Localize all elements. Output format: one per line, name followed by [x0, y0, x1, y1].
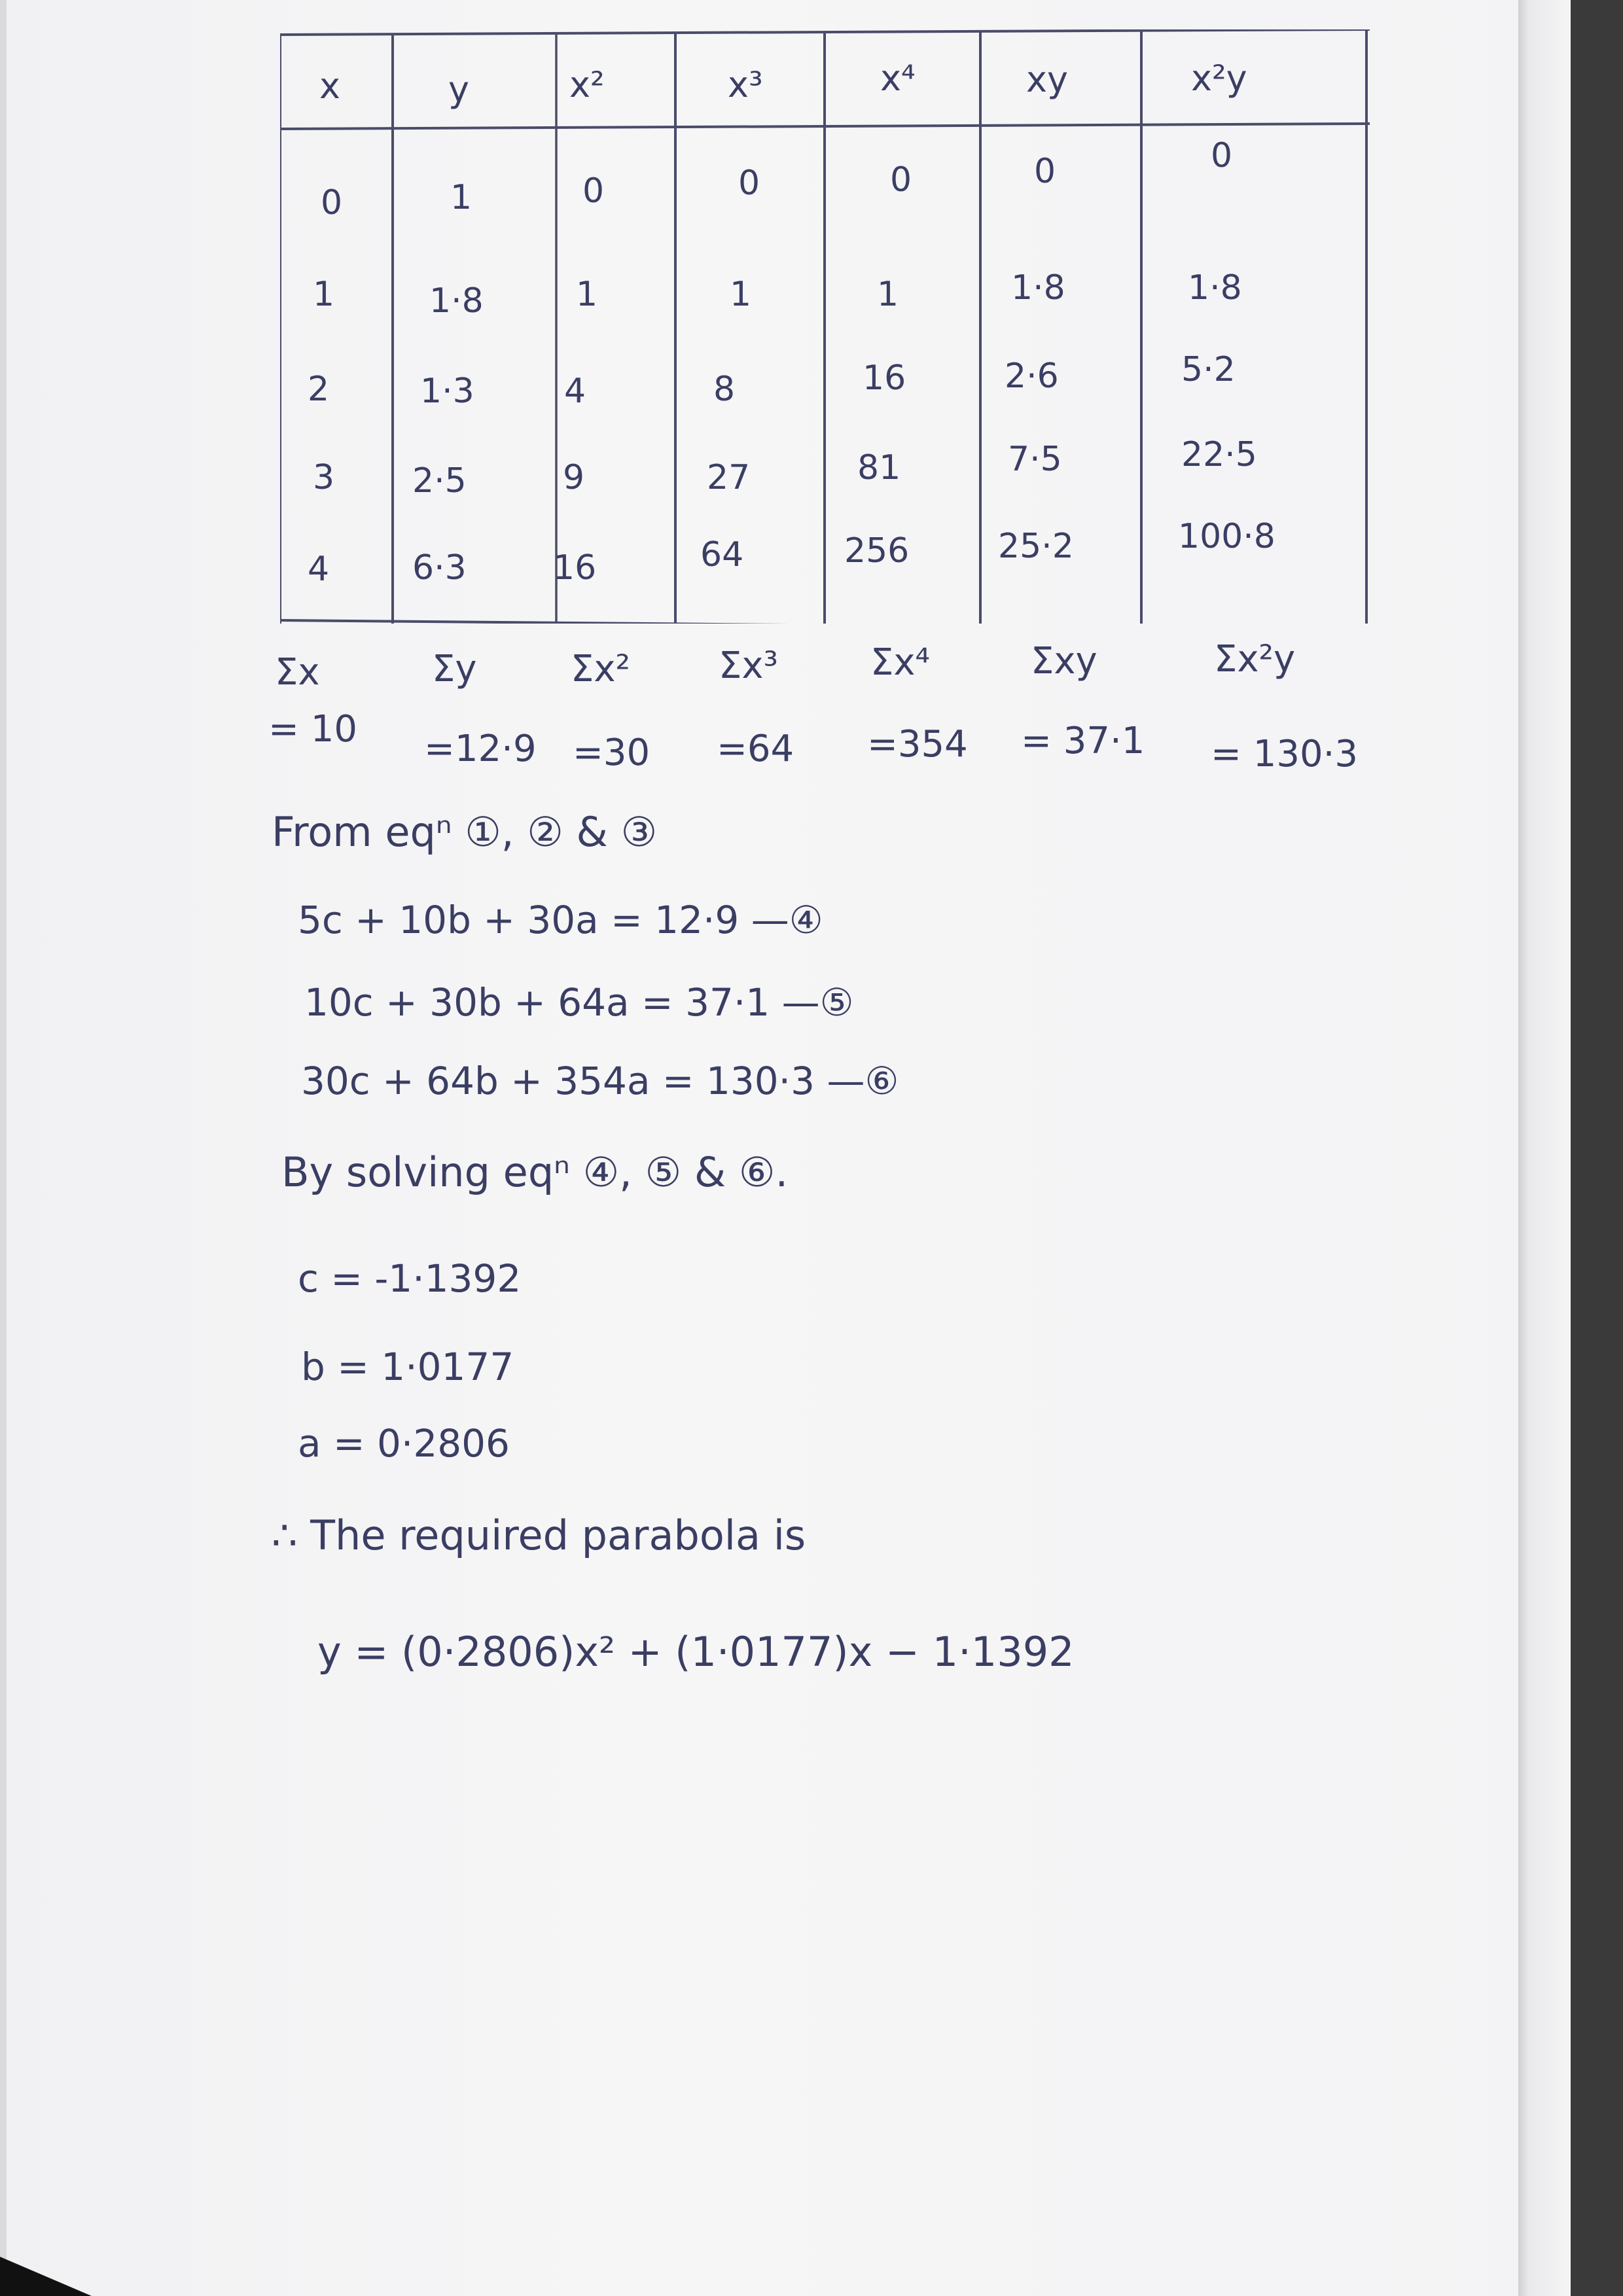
cell-r3-x4: 81	[857, 448, 901, 487]
sum-label-y: Σy	[432, 648, 477, 690]
final-parabola-equation: y = (0·2806)x² + (1·0177)x − 1·1392	[317, 1628, 1075, 1676]
cell-r2-x: 2	[308, 370, 330, 409]
cell-r3-x3: 27	[707, 458, 751, 497]
result-c: c = -1·1392	[298, 1256, 522, 1301]
col-header-x: x	[319, 65, 340, 107]
col-header-x4: x⁴	[880, 58, 916, 99]
cell-r4-x: 4	[308, 550, 330, 589]
col-header-x2: x²	[569, 64, 605, 105]
page-binding	[0, 0, 7, 2296]
cell-r2-xy: 2·6	[1005, 357, 1059, 396]
col-header-y: y	[448, 69, 469, 110]
equation-6: 30c + 64b + 354a = 130·3 —⑥	[301, 1059, 899, 1103]
result-b: b = 1·0177	[301, 1345, 514, 1389]
sum-label-x: Σx	[275, 651, 320, 694]
cell-r2-x2: 4	[564, 372, 586, 411]
cell-r3-x2y: 22·5	[1181, 435, 1257, 474]
cell-r4-xy: 25·2	[998, 527, 1074, 566]
cell-r3-xy: 7·5	[1008, 440, 1062, 479]
cell-r0-x2: 0	[582, 171, 605, 211]
cell-r4-y: 6·3	[412, 548, 467, 588]
cell-r1-y: 1·8	[429, 281, 484, 321]
cell-r1-xy: 1·8	[1011, 268, 1065, 308]
sum-value-x3: =64	[717, 728, 794, 770]
cell-r0-xy: 0	[1034, 152, 1056, 191]
equation-5: 10c + 30b + 64a = 37·1 —⑤	[304, 980, 854, 1025]
cell-r0-x3: 0	[738, 164, 760, 203]
cell-r2-x4: 16	[863, 359, 906, 398]
equation-4: 5c + 10b + 30a = 12·9 —④	[298, 898, 823, 942]
cell-r1-x4: 1	[877, 275, 899, 314]
sum-label-x4: Σx⁴	[870, 641, 930, 684]
col-header-xy: xy	[1026, 59, 1068, 100]
sum-value-x2: =30	[573, 732, 651, 774]
cell-r3-x: 3	[313, 458, 335, 497]
sum-value-x4: =354	[867, 723, 968, 766]
cell-r4-x2y: 100·8	[1178, 517, 1275, 556]
sum-label-xy: Σxy	[1031, 640, 1097, 682]
cell-r2-y: 1·3	[420, 372, 474, 411]
cell-r4-x2: 16	[553, 548, 597, 588]
cell-r0-x: 0	[321, 183, 343, 222]
sum-label-x2: Σx²	[571, 648, 630, 690]
from-equations-line: From eqⁿ ①, ② & ③	[272, 808, 658, 856]
cell-r0-x4: 0	[890, 160, 912, 200]
sum-label-x2y: Σx²y	[1214, 638, 1296, 680]
cell-r1-x3: 1	[730, 275, 752, 314]
col-header-x2y: x²y	[1191, 58, 1247, 99]
cell-r4-x3: 64	[700, 535, 744, 574]
cell-r2-x3: 8	[713, 370, 736, 409]
sum-value-x2y: = 130·3	[1211, 733, 1359, 775]
cell-r3-x2: 9	[563, 458, 585, 497]
cell-r0-x2y: 0	[1211, 136, 1233, 175]
sum-value-x: = 10	[268, 708, 357, 751]
page-edge	[1518, 0, 1571, 2296]
cell-r3-y: 2·5	[412, 461, 467, 501]
cell-r2-x2y: 5·2	[1181, 350, 1236, 389]
cell-r0-y: 1	[450, 178, 473, 217]
cell-r1-x2y: 1·8	[1188, 268, 1242, 308]
col-header-x3: x³	[728, 64, 763, 105]
sum-value-xy: = 37·1	[1021, 720, 1145, 762]
cell-r1-x: 1	[313, 275, 335, 314]
solving-line: By solving eqⁿ ④, ⑤ & ⑥.	[281, 1148, 789, 1196]
dark-corner	[0, 2257, 92, 2296]
cell-r1-x2: 1	[576, 275, 598, 314]
sum-value-y: =12·9	[424, 728, 537, 770]
cell-r4-x4: 256	[844, 531, 910, 571]
sum-label-x3: Σx³	[719, 645, 778, 687]
result-a: a = 0·2806	[298, 1421, 510, 1466]
conclusion-line: ∴ The required parabola is	[272, 1511, 806, 1559]
